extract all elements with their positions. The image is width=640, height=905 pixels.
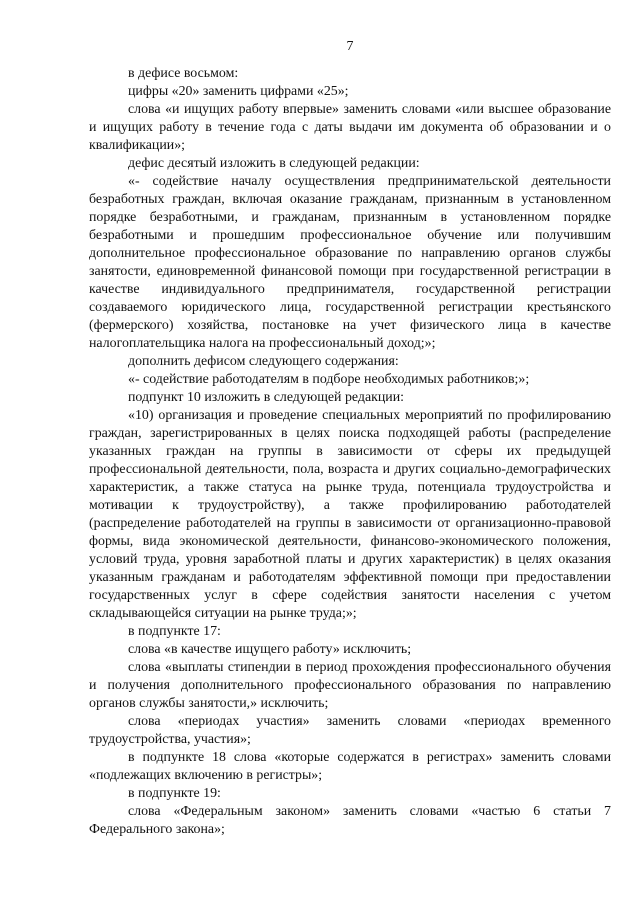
paragraph: в дефисе восьмом: <box>128 66 239 81</box>
paragraph: цифры «20» заменить цифрами «25»; <box>128 84 349 99</box>
paragraph: слова «в качестве ищущего работу» исключить; <box>128 642 412 657</box>
document-page <box>89 38 611 839</box>
paragraph: «- содействие началу осуществления предпринимательской деятельности безработных граждан, включая оказание гражданам, признанным в установленном порядке безработными, и гражданам, признанным в установленном порядке безработными и прошедшим профессиональное обучение или получившим дополнительное профессиональное образование по направлению органов службы занятости, единовременной финансовой помощи при государственной регистрации в качестве индивидуального предпринимателя, государственной регистрации создаваемого юридического лица, государственной регистрации крестьянского (фермерского) хозяйства, постановке на учет физического лица в качестве налогоплательщика налога на профессиональный доход;»; <box>89 174 611 351</box>
document-body <box>89 65 611 839</box>
paragraph: дополнить дефисом следующего содержания: <box>128 354 399 369</box>
paragraph: слова «и ищущих работу впервые» заменить словами «или высшее образование и ищущих работу в течение года с даты выдачи им документа об образовании и о квалификации»; <box>89 102 611 153</box>
paragraph: в подпункте 17: <box>128 624 221 639</box>
paragraph: в подпункте 19: <box>128 786 221 801</box>
page-number: 7 <box>346 39 354 54</box>
paragraph: подпункт 10 изложить в следующей редакции: <box>128 390 405 405</box>
paragraph: слова «периодах участия» заменить словами «периодах временного трудоустройства, участия»; <box>89 714 611 747</box>
paragraph: «- содействие работодателям в подборе необходимых работников;»; <box>128 372 530 387</box>
paragraph: «10) организация и проведение специальных мероприятий по профилированию граждан, зарегистрированных в целях поиска подходящей работы (распределение указанных граждан на группы в зависимости от сферы их предыдущей профессиональной деятельности, пола, возраста и других социально-демографических характеристик, а также статуса на рынке труда, потенциала трудоустройства и мотивации к трудоустройству), а также профилированию работодателей (распределение работодателей на группы в зависимости от организационно-правовой формы, вида экономической деятельности, финансово-экономического положения, условий труда, уровня заработной платы и других характеристик) в целях оказания указанным гражданам и работодателям эффективной помощи при предоставлении государственных услуг в сфере содействия занятости населения с учетом складывающейся ситуации на рынке труда;»; <box>89 408 611 621</box>
paragraph: слова «Федеральным законом» заменить словами «частью 6 статьи 7 Федерального закона»; <box>89 804 611 837</box>
paragraph: слова «выплаты стипендии в период прохождения профессионального обучения и получения дополнительного профессионального образования по направлению органов службы занятости,» исключить; <box>89 660 611 711</box>
paragraph: дефис десятый изложить в следующей редакции: <box>128 156 420 171</box>
paragraph: в подпункте 18 слова «которые содержатся в регистрах» заменить словами «подлежащих включению в регистры»; <box>89 750 611 783</box>
